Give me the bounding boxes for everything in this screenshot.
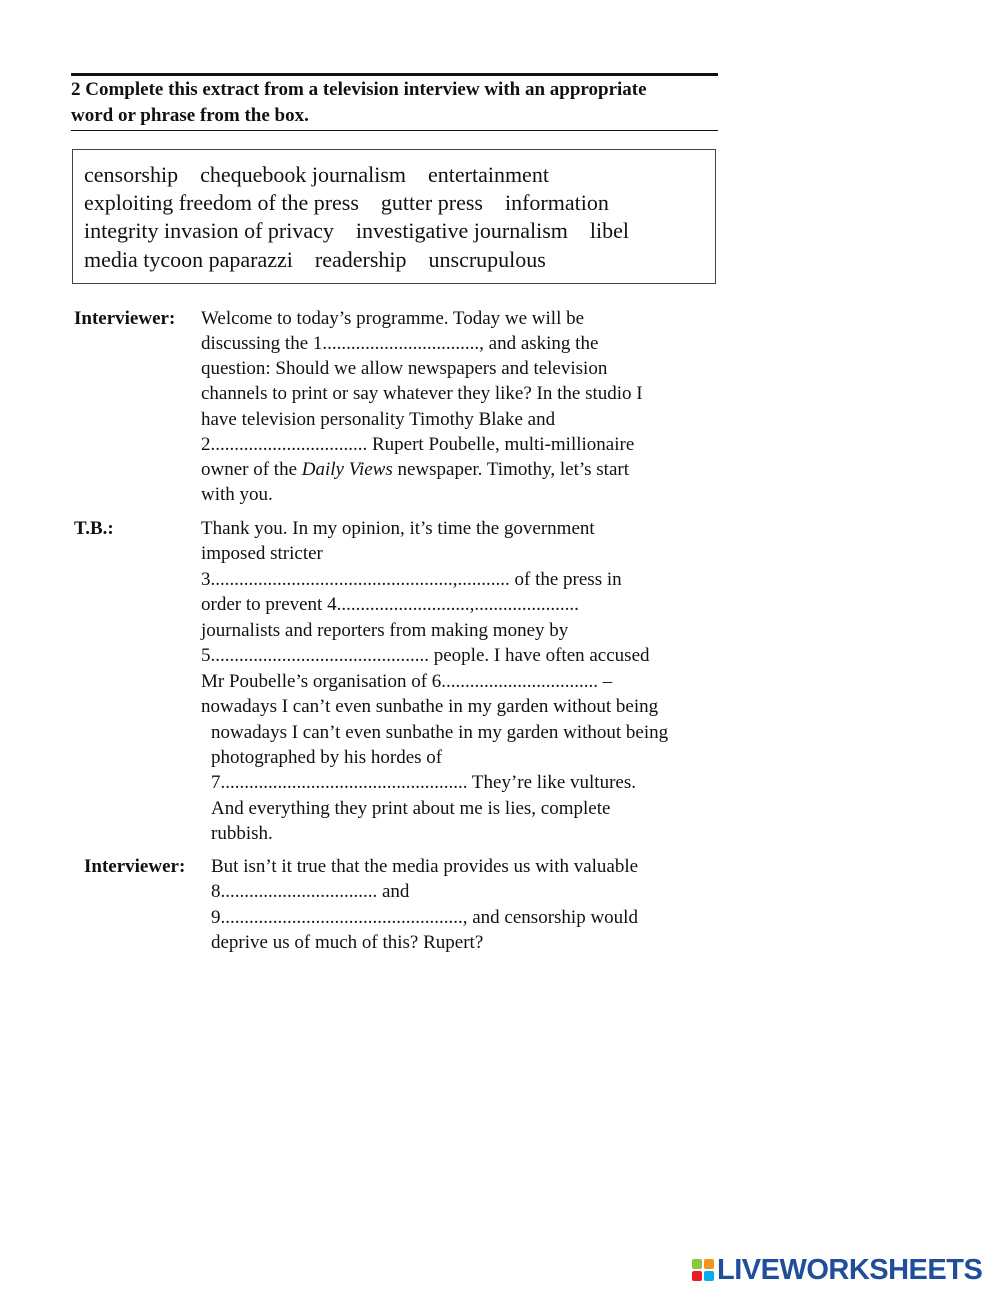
dialogue-line: 2................................. Rupert Poubelle, multi-millionaire (201, 434, 635, 455)
word-box-line: media tycoon paparazzi readership unscrupulous (84, 247, 546, 272)
owner-prefix: owner of the (201, 459, 302, 480)
dialogue-line: rubbish. (211, 823, 273, 844)
word-box-line: integrity invasion of privacy investigative journalism libel (84, 218, 630, 243)
newspaper-title: Daily Views (301, 459, 393, 480)
word-box-line: censorship chequebook journalism entertainment (84, 162, 549, 187)
dialogue-line (201, 459, 629, 481)
brand-name: LIVEWORKSHEETS (717, 1253, 983, 1286)
dialogue-line: 9..................................................., and censorship would (211, 907, 638, 928)
instruction-line: 2 Complete this extract from a television interview with an appropriate (71, 79, 647, 100)
dialogue-line: nowadays I can’t even sunbathe in my garden without being (201, 696, 659, 717)
dialogue-line: Thank you. In my opinion, it’s time the government (201, 518, 595, 539)
dialogue-line: journalists and reporters from making money by (201, 620, 569, 641)
dialogue-line: 8................................. and (211, 881, 410, 902)
dialogue-line: And everything they print about me is lies, complete (211, 798, 611, 819)
dialogue-line: Mr Poubelle’s organisation of 6................................. – (201, 671, 613, 692)
liveworksheets-logo-icon (692, 1259, 714, 1281)
owner-suffix: newspaper. Timothy, let’s start (392, 459, 629, 480)
dialogue-line: imposed stricter (201, 543, 323, 564)
dialogue-line: have television personality Timothy Blake and (201, 409, 556, 430)
dialogue-line: deprive us of much of this? Rupert? (211, 932, 484, 953)
dialogue-line: question: Should we allow newspapers and television (201, 358, 608, 379)
liveworksheets-logo (692, 1250, 982, 1290)
speaker-label: Interviewer: (74, 308, 176, 329)
top-rule (71, 73, 718, 76)
bottom-rule (71, 130, 718, 131)
dialogue-line: Welcome to today’s programme. Today we will be (201, 308, 585, 329)
dialogue-line: order to prevent 4............................,...................... (201, 594, 579, 615)
instruction-line: word or phrase from the box. (71, 105, 309, 126)
word-box (72, 149, 716, 284)
dialogue-line: photographed by his hordes of (211, 747, 443, 768)
dialogue-line: channels to print or say whatever they like? In the studio I (201, 383, 643, 404)
dialogue-line: But isn’t it true that the media provides us with valuable (211, 856, 639, 877)
word-box-line: exploiting freedom of the press gutter press information (84, 190, 609, 215)
dialogue-line: discussing the 1................................., and asking the (201, 333, 599, 354)
dialogue-line: nowadays I can’t even sunbathe in my garden without being (211, 722, 669, 743)
dialogue-line: with you. (201, 484, 273, 505)
dialogue-line: 3...................................................,........... of the press in (201, 569, 622, 590)
dialogue-line: 7.................................................... They’re like vultures. (211, 772, 636, 793)
exercise-instruction (71, 77, 731, 129)
speaker-label: Interviewer: (84, 856, 186, 877)
dialogue-line: 5.............................................. people. I have often accused (201, 645, 650, 666)
speaker-label: T.B.: (74, 518, 114, 539)
